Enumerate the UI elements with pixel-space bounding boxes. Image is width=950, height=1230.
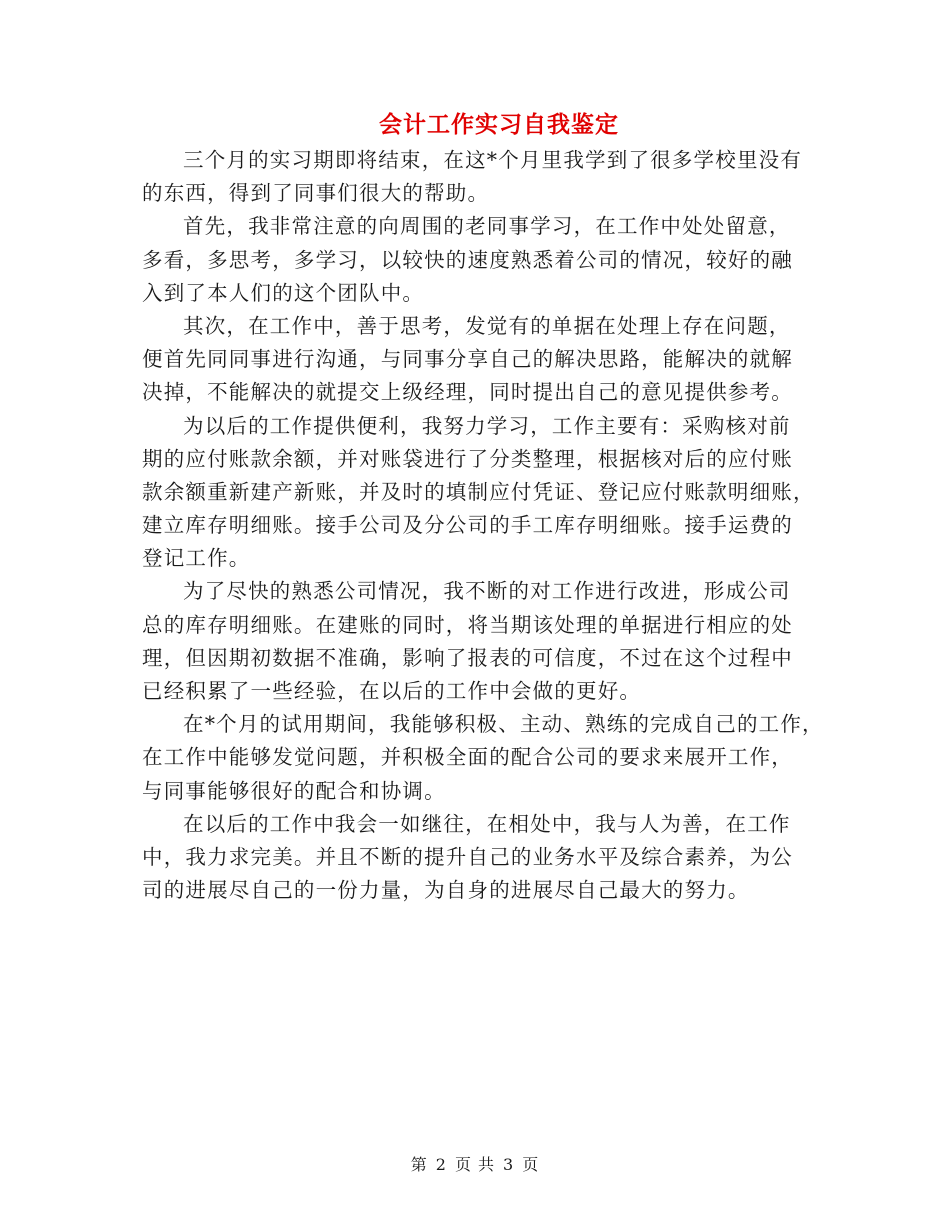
footer-page-number: 2 (435, 1155, 447, 1174)
footer-middle: 页 共 (454, 1155, 496, 1174)
text-line: 入到了本人们的这个团队中。 (142, 280, 425, 305)
text-line: 与同事能够很好的配合和协调。 (142, 778, 446, 803)
text-line: 司的进展尽自己的一份力量，为自身的进展尽自己最大的努力。 (142, 878, 750, 903)
footer-prefix: 第 (410, 1155, 428, 1174)
footer-suffix: 页 (522, 1155, 540, 1174)
text-line: 首先，我非常注意的向周围的老同事学习，在工作中处处留意， (183, 214, 791, 239)
text-line: 期的应付账款余额，并对账袋进行了分类整理，根据核对后的应付账 (142, 446, 793, 471)
text-line: 在工作中能够发觉问题，并积极全面的配合公司的要求来展开工作， (142, 745, 793, 770)
text-line: 三个月的实习期即将结束，在这*个月里我学到了很多学校里没有 (183, 148, 803, 172)
document-title: 会计工作实习自我鉴定 (379, 111, 619, 138)
text-line: 在以后的工作中我会一如继往，在相处中，我与人为善，在工作 (183, 811, 791, 836)
text-line: 其次，在工作中，善于思考，发觉有的单据在处理上存在问题， (183, 313, 791, 338)
text-line: 决掉，不能解决的就提交上级经理，同时提出自己的意见提供参考。 (142, 380, 793, 405)
text-line: 在*个月的试用期间，我能够积极、主动、熟练的完成自己的工作， (183, 712, 824, 737)
text-line: 便首先同同事进行沟通，与同事分享自己的解决思路，能解决的就解 (142, 347, 793, 372)
text-line: 登记工作。 (142, 546, 251, 571)
text-line: 为了尽快的熟悉公司情况，我不断的对工作进行改进，形成公司 (183, 579, 791, 604)
text-line: 为以后的工作提供便利，我努力学习，工作主要有：采购核对前 (183, 413, 791, 438)
text-line: 的东西，得到了同事们很大的帮助。 (142, 181, 490, 206)
text-line: 中，我力求完美。并且不断的提升自己的业务水平及综合素养，为公 (142, 844, 793, 869)
text-line: 建立库存明细账。接手公司及分公司的手工库存明细账。接手运费的 (142, 513, 793, 538)
text-line: 理，但因期初数据不准确，影响了报表的可信度，不过在这个过程中 (142, 645, 793, 670)
text-line: 款余额重新建产新账，并及时的填制应付凭证、登记应付账款明细账， (142, 479, 815, 504)
text-line: 多看，多思考，多学习，以较快的速度熟悉着公司的情况，较好的融 (142, 247, 793, 272)
footer-total-pages: 3 (503, 1155, 515, 1174)
text-line: 已经积累了一些经验，在以后的工作中会做的更好。 (142, 679, 642, 703)
text-line: 总的库存明细账。在建账的同时，将当期该处理的单据进行相应的处 (142, 612, 793, 637)
page-footer (0, 1153, 950, 1177)
document-body (142, 144, 822, 907)
